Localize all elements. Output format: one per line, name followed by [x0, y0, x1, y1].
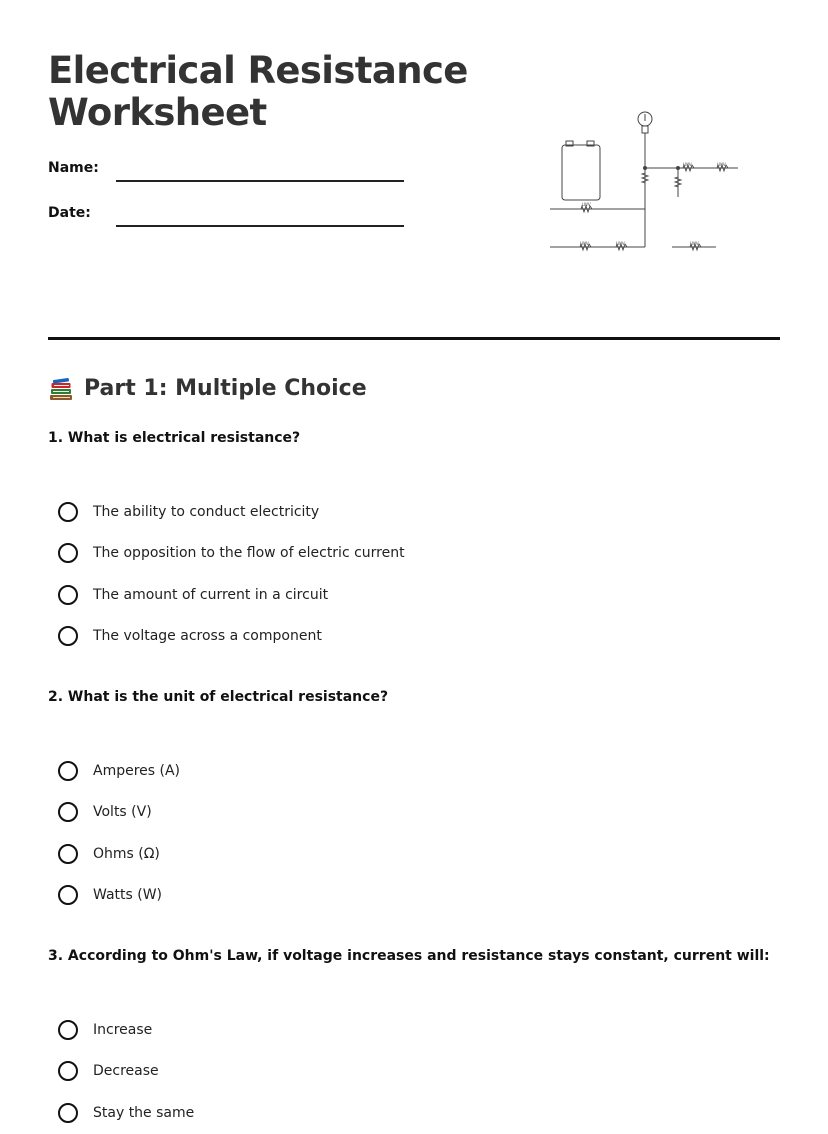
options-list [58, 491, 758, 657]
option-label: Ohms (Ω) [93, 845, 160, 862]
option[interactable] [58, 491, 758, 533]
part1-heading [48, 374, 367, 404]
option-label: The opposition to the flow of electric current [93, 545, 405, 562]
option-label: Amperes (A) [93, 762, 181, 779]
option-label: The voltage across a component [93, 628, 322, 645]
resistor-label: LWV [582, 202, 591, 207]
question-text: 3. According to Ohm's Law, if voltage increases and resistance stays constant, current will: [48, 948, 770, 964]
option-label: The ability to conduct electricity [93, 503, 320, 520]
name-field[interactable] [48, 160, 408, 190]
option-label: The amount of current in a circuit [93, 586, 329, 603]
radio-button[interactable] [58, 502, 78, 522]
resistor-label: LWV [580, 241, 589, 246]
option[interactable] [58, 875, 758, 917]
radio-button[interactable] [58, 626, 78, 646]
radio-button[interactable] [58, 585, 78, 605]
radio-button[interactable] [58, 761, 78, 781]
question-text: 2. What is the unit of electrical resistance? [48, 689, 389, 705]
option[interactable] [58, 833, 758, 875]
page-title: Electrical Resistance Worksheet [48, 49, 468, 134]
options-list [58, 1009, 758, 1134]
radio-button[interactable] [58, 885, 78, 905]
date-field[interactable] [48, 205, 408, 235]
circuit-wires [550, 133, 738, 247]
name-input-line[interactable] [116, 180, 404, 182]
date-input-line[interactable] [116, 225, 404, 227]
radio-button[interactable] [58, 1061, 78, 1081]
resistor-label: LWV [683, 162, 692, 167]
option-label: Decrease [93, 1063, 159, 1080]
option[interactable] [58, 574, 758, 616]
option[interactable] [58, 1092, 758, 1134]
radio-button[interactable] [58, 1020, 78, 1040]
battery-icon [562, 141, 600, 200]
resistor-label: LWV [616, 241, 625, 246]
question-1 [48, 429, 788, 645]
question-3 [48, 947, 788, 1121]
light-bulb-icon [638, 112, 652, 133]
radio-button[interactable] [58, 802, 78, 822]
question-2 [48, 688, 788, 904]
option[interactable] [58, 1051, 758, 1093]
option[interactable] [58, 792, 758, 834]
date-label: Date: [48, 205, 91, 221]
section-divider [48, 337, 780, 340]
circuit-diagram [510, 55, 772, 280]
option-label: Volts (V) [93, 804, 152, 821]
option[interactable] [58, 750, 758, 792]
option[interactable] [58, 616, 758, 658]
resistors [580, 165, 728, 250]
part1-title: Part 1: Multiple Choice [84, 376, 367, 401]
option[interactable] [58, 1009, 758, 1051]
radio-button[interactable] [58, 844, 78, 864]
options-list [58, 750, 758, 916]
resistor-label: LWV [717, 162, 726, 167]
question-text: 1. What is electrical resistance? [48, 430, 301, 446]
option[interactable] [58, 533, 758, 575]
option-label: Increase [93, 1021, 153, 1038]
option-label: Stay the same [93, 1104, 195, 1121]
books-icon [48, 376, 74, 402]
radio-button[interactable] [58, 543, 78, 563]
option-label: Watts (W) [93, 887, 163, 904]
resistor-label: LWV [690, 241, 699, 246]
name-label: Name: [48, 160, 99, 176]
radio-button[interactable] [58, 1103, 78, 1123]
